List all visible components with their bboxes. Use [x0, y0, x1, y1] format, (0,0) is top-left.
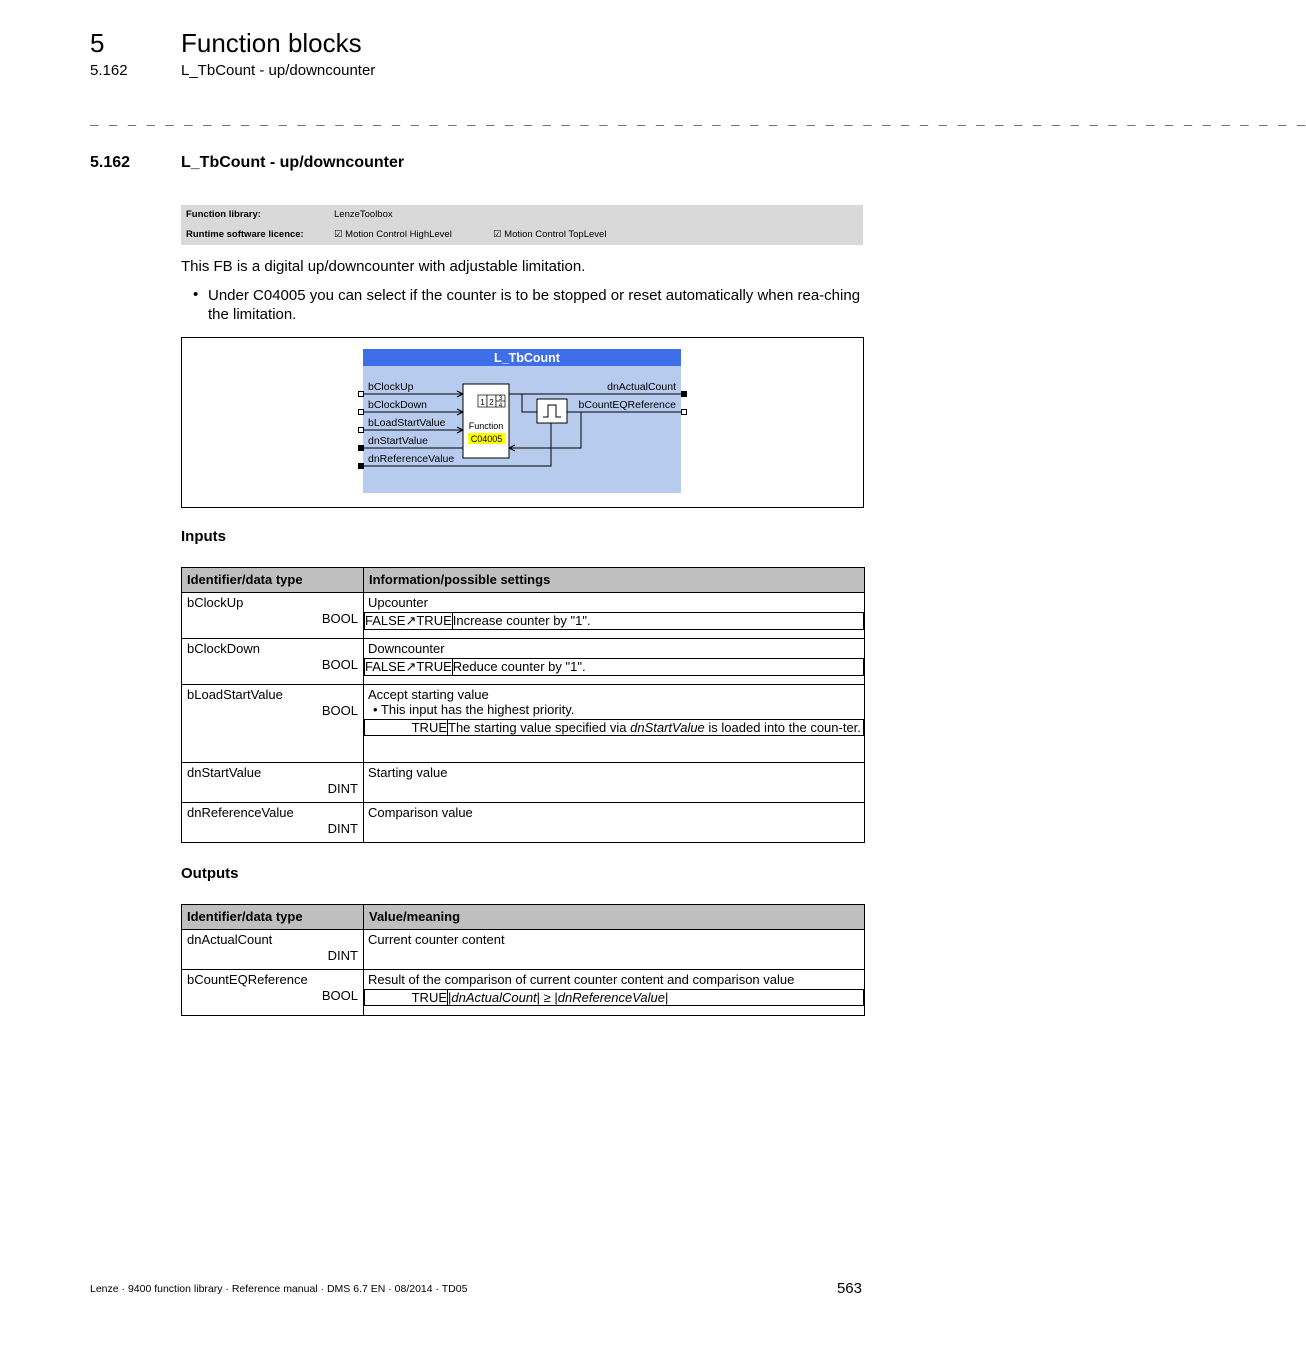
input-name: bClockUp	[187, 595, 244, 610]
library-label: Function library:	[186, 209, 261, 220]
licence-toplevel: ☑ Motion Control TopLevel	[493, 229, 607, 240]
input-type: BOOL	[321, 611, 358, 626]
output-name: bCountEQReference	[187, 972, 308, 987]
diagram-input-dnreferencevalue: dnReferenceValue	[368, 453, 455, 465]
setting-value: The starting value specified via dnStartValue is loaded into the coun-ter.	[448, 720, 864, 736]
section-title: L_TbCount - up/downcounter	[181, 154, 405, 171]
block-digit-1: 1	[480, 398, 485, 407]
outputs-table	[181, 904, 865, 1016]
input-type: BOOL	[321, 657, 358, 672]
setting-value: Increase counter by "1".	[452, 613, 863, 630]
connector-out-dnactualcount	[682, 392, 687, 397]
block-code: C04005	[470, 434, 503, 444]
inputs-col-identifier: Identifier/data type	[182, 568, 364, 593]
connector-in-bclockdown	[359, 410, 364, 415]
outputs-col-identifier: Identifier/data type	[182, 905, 364, 930]
diagram-input-bclockdown: bClockDown	[368, 399, 427, 411]
table-row	[182, 593, 865, 639]
output-type: DINT	[327, 948, 358, 963]
subheader-number: 5.162	[90, 62, 128, 79]
licence-highlevel: ☑ Motion Control HighLevel	[334, 229, 452, 240]
input-name: dnStartValue	[187, 765, 262, 780]
input-type: DINT	[327, 781, 358, 796]
diagram-input-bclockup: bClockUp	[368, 381, 414, 393]
table-row	[182, 970, 865, 1016]
header-rule: _ _ _ _ _ _ _ _ _ _ _ _ _ _ _ _ _ _ _ _ _ _ _ _ _ _ _ _ _ _ _ _ _ _ _ _ _ _ _ _ _ _ _ _ _ _ _ _ _ _ _ _ _ _ _ _ _ _ _ _ _ _ _ _ _	[90, 110, 1306, 126]
input-info-bullet: • This input has the highest priority.	[373, 702, 575, 717]
chapter-number: 5	[90, 28, 105, 58]
table-row	[182, 763, 865, 803]
diagram-title: L_TbCount	[494, 351, 560, 365]
intro-bullet: Under C04005 you can select if the counter is to be stopped or reset automatically when rea-ching the limitation.	[208, 287, 861, 323]
connector-in-bclockup	[359, 392, 364, 397]
connector-in-dnreferencevalue	[359, 464, 364, 469]
licence-label: Runtime software licence:	[186, 229, 304, 240]
intro-text: This FB is a digital up/downcounter with adjustable limitation.	[181, 258, 586, 275]
diagram-input-bloadstartvalue: bLoadStartValue	[368, 417, 446, 429]
page-number: 563	[836, 1280, 862, 1297]
input-name: bClockDown	[187, 641, 260, 656]
diagram-output-bcounteqreference: bCountEQReference	[578, 399, 676, 411]
table-row	[182, 930, 865, 970]
subheader-title: L_TbCount - up/downcounter	[181, 62, 376, 79]
setting-value: Reduce counter by "1".	[452, 659, 863, 676]
outputs-heading: Outputs	[181, 865, 239, 882]
input-info: Accept starting value	[368, 687, 489, 702]
output-info: Result of the comparison of current counter content and comparison value	[368, 972, 795, 987]
setting-key: FALSE↗TRUE	[365, 659, 452, 674]
input-type: BOOL	[321, 703, 358, 718]
diagram-input-dnstartvalue: dnStartValue	[368, 435, 428, 447]
library-value: LenzeToolbox	[334, 209, 393, 220]
connector-out-bcounteqreference	[682, 410, 687, 415]
input-info: Downcounter	[368, 641, 445, 656]
block-label: Function	[468, 421, 504, 431]
table-row	[182, 803, 865, 843]
input-type: DINT	[327, 821, 358, 836]
library-info-box	[181, 205, 863, 245]
section-number: 5.162	[90, 154, 131, 171]
block-digit-4: 4	[498, 403, 503, 409]
inputs-table	[181, 567, 865, 843]
chapter-title: Function blocks	[181, 28, 362, 58]
input-name: dnReferenceValue	[187, 805, 294, 820]
function-block-figure	[181, 337, 864, 508]
inputs-col-information: Information/possible settings	[364, 568, 865, 593]
output-name: dnActualCount	[187, 932, 273, 947]
bullet-mark: •	[193, 286, 199, 303]
output-info: Current counter content	[368, 932, 505, 947]
connector-in-dnstartvalue	[359, 446, 364, 451]
footer-text: Lenze · 9400 function library · Reference manual · DMS 6.7 EN · 08/2014 · TD05	[90, 1283, 468, 1295]
input-info: Comparison value	[368, 805, 473, 820]
setting-key: FALSE↗TRUE	[365, 613, 452, 628]
input-info: Starting value	[368, 765, 448, 780]
input-info: Upcounter	[368, 595, 428, 610]
diagram-output-dnactualcount: dnActualCount	[607, 381, 676, 393]
setting-key: TRUE	[365, 990, 448, 1006]
comparator-block	[537, 399, 567, 423]
table-row	[182, 639, 865, 685]
setting-value: |dnActualCount| ≥ |dnReferenceValue|	[448, 990, 864, 1006]
block-digit-3: 3	[498, 396, 503, 402]
connector-in-bloadstartvalue	[359, 428, 364, 433]
inputs-heading: Inputs	[181, 528, 226, 545]
output-type: BOOL	[321, 988, 358, 1003]
outputs-col-meaning: Value/meaning	[364, 905, 865, 930]
function-block-diagram	[182, 338, 863, 507]
input-name: bLoadStartValue	[187, 687, 283, 702]
setting-key: TRUE	[365, 720, 448, 736]
block-digit-2: 2	[489, 398, 494, 407]
table-row	[182, 685, 865, 763]
